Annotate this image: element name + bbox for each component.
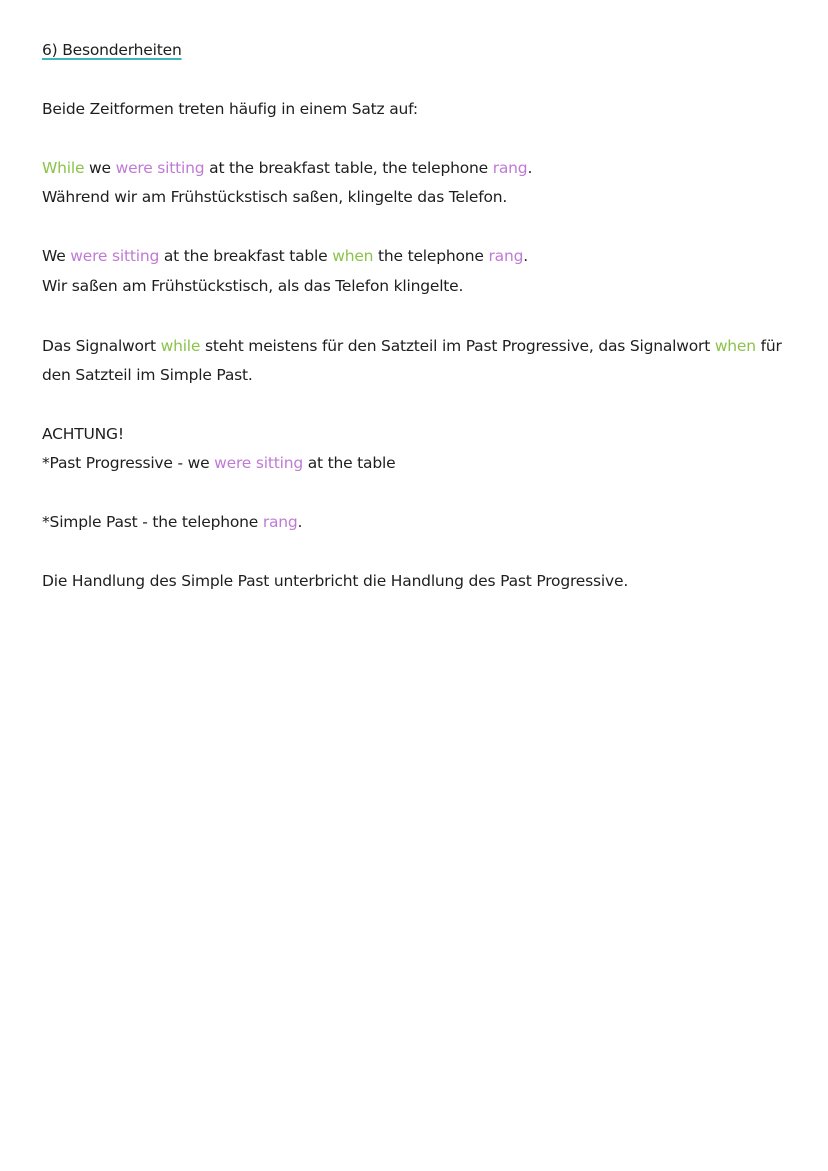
- text-segment: Das Signalwort: [42, 337, 161, 355]
- verb-simple-past: rang: [262, 513, 298, 531]
- text-segment: für: [755, 337, 782, 355]
- warning-past-progressive: [42, 453, 395, 473]
- verb-past-progressive: were sitting: [214, 454, 303, 472]
- section-heading: 6) Besonderheiten: [42, 41, 182, 59]
- text-segment: at the table: [302, 454, 396, 472]
- example2-german: Wir saßen am Frühstückstisch, als das Telefon klingelte.: [42, 277, 464, 295]
- signal-note-line2: den Satzteil im Simple Past.: [42, 366, 253, 384]
- text-segment: the telephone: [373, 247, 489, 265]
- signal-word-when: when: [714, 337, 756, 355]
- text-segment: .: [523, 247, 528, 265]
- text-segment: .: [527, 159, 533, 177]
- example1-german: Während wir am Frühstückstisch saßen, klingelte das Telefon.: [42, 188, 508, 206]
- text-segment: steht meistens für den Satzteil im Past Progressive, das Signalwort: [200, 337, 715, 355]
- signal-word-while: While: [42, 159, 85, 177]
- text-segment: at the breakfast table: [159, 247, 333, 265]
- warning-title: ACHTUNG!: [42, 425, 124, 443]
- text-segment: We: [42, 247, 71, 265]
- verb-simple-past: rang: [492, 159, 528, 177]
- text-segment: *Past Progressive - we: [42, 454, 215, 472]
- text-segment: we: [84, 159, 116, 177]
- intro-text: Beide Zeitformen treten häufig in einem Satz auf:: [42, 100, 418, 118]
- example1-english: [42, 158, 532, 178]
- verb-simple-past: rang: [488, 247, 524, 265]
- verb-past-progressive: were sitting: [115, 159, 205, 177]
- text-segment: at the breakfast table, the telephone: [204, 159, 493, 177]
- example2-english: [42, 246, 528, 266]
- conclusion-text: Die Handlung des Simple Past unterbricht die Handlung des Past Progressive.: [42, 572, 629, 590]
- signal-note-line1: [42, 336, 782, 356]
- text-segment: *Simple Past - the telephone: [42, 513, 263, 531]
- signal-word-when: when: [332, 247, 374, 265]
- verb-past-progressive: were sitting: [70, 247, 160, 265]
- warning-simple-past: [42, 512, 302, 532]
- text-segment: .: [297, 513, 303, 531]
- signal-word-while: while: [160, 337, 201, 355]
